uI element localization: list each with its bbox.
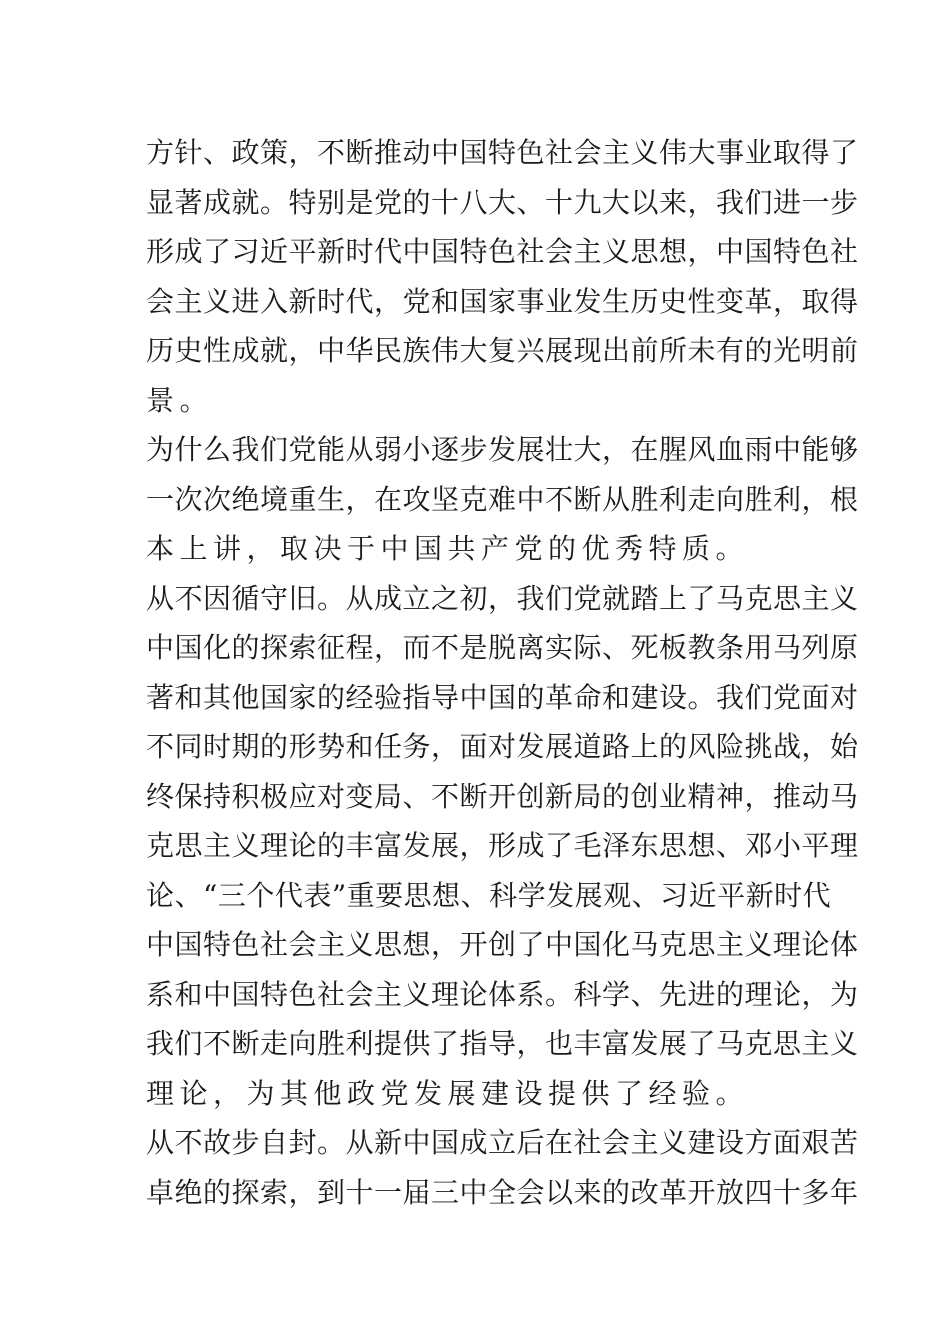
text-line: 我们不断走向胜利提供了指导，也丰富发展了马克思主义 [146,1027,859,1060]
text-line: 中国化的探索征程，而不是脱离实际、死板教条用马列原 [146,631,859,664]
document-body [146,128,859,1217]
text-line: 景。 [146,383,214,417]
text-line: 从不故步自封。从新中国成立后在社会主义建设方面艰苦 [146,1126,859,1159]
text-line: 本上讲，取决于中国共产党的优秀特质。 [146,532,750,565]
text-line: 著和其他国家的经验指导中国的革命和建设。我们党面对 [146,680,859,714]
text-line: 会主义进入新时代，党和国家事业发生历史性变革，取得 [146,284,859,318]
text-line: 形成了习近平新时代中国特色社会主义思想，中国特色社 [146,235,859,268]
paragraph-1 [146,128,859,425]
text-line: 一次次绝境重生，在攻坚克难中不断从胜利走向胜利，根 [146,482,859,516]
text-line: 论、“三个代表”重要思想、科学发展观、习近平新时代 [146,878,832,912]
text-line: 系和中国特色社会主义理论体系。科学、先进的理论，为 [146,977,859,1011]
text-line: 卓绝的探索，到十一届三中全会以来的改革开放四十多年 [146,1175,859,1209]
text-line: 不同时期的形势和任务，面对发展道路上的风险挑战，始 [146,730,859,763]
text-line: 显著成就。特别是党的十八大、十九大以来，我们进一步 [146,185,859,219]
text-line: 中国特色社会主义思想，开创了中国化马克思主义理论体 [146,928,859,961]
text-line: 历史性成就，中华民族伟大复兴展现出前所未有的光明前 [146,334,859,367]
text-line: 终保持积极应对变局、不断开创新局的创业精神，推动马 [146,779,859,813]
text-line: 方针、政策，不断推动中国特色社会主义伟大事业取得了 [146,136,859,169]
paragraph-4 [146,1118,859,1217]
paragraph-3 [146,574,859,1119]
text-line: 从不因循守旧。从成立之初，我们党就踏上了马克思主义 [146,581,859,615]
text-line: 克思主义理论的丰富发展，形成了毛泽东思想、邓小平理 [146,829,859,862]
text-line: 为什么我们党能从弱小逐步发展壮大，在腥风血雨中能够 [146,433,859,466]
text-line: 理论，为其他政党发展建设提供了经验。 [146,1076,750,1110]
paragraph-2 [146,425,859,574]
